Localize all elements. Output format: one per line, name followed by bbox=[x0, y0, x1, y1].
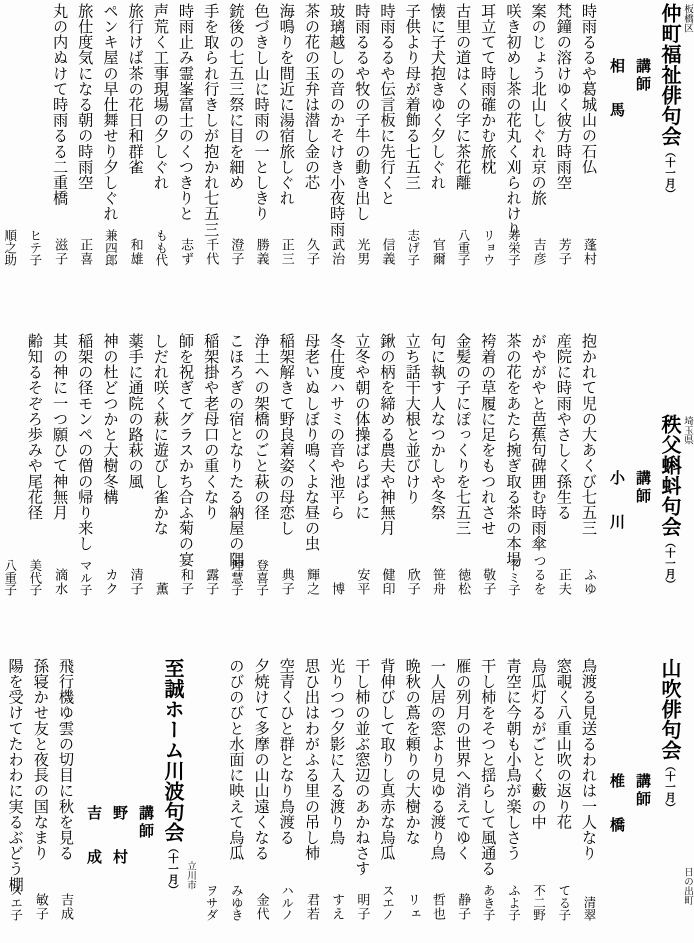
haiku-author: 正三 bbox=[278, 238, 294, 266]
section-month-text: （十一月） bbox=[664, 760, 676, 813]
haiku-text: 旅行けば茶の花日和群雀 bbox=[126, 3, 145, 175]
haiku-author: 静子 bbox=[455, 893, 471, 921]
haiku-text: 時雨るるや伝言板に先行くと bbox=[378, 3, 397, 206]
haiku-text: のびのびと水面に映えて烏瓜 bbox=[227, 658, 246, 861]
haiku-author: 金代 bbox=[253, 893, 269, 921]
haiku-entry bbox=[298, 655, 323, 943]
haiku-text: 銃後の七五三祭に目を細め bbox=[227, 3, 246, 191]
haiku-author: 志げ子 bbox=[405, 228, 421, 266]
haiku-text: 時雨るるや葛城山の石仏 bbox=[580, 3, 598, 175]
haiku-entry bbox=[373, 655, 398, 943]
haiku-text: 干し柿をそつと揺らして風通る bbox=[479, 658, 498, 877]
haiku-author: 光男 bbox=[354, 238, 370, 266]
haiku-entry bbox=[474, 655, 499, 943]
haiku-text: 旅仕度気になる朝の時雨空 bbox=[76, 3, 95, 191]
haiku-text: 海鳴りを間近に湯宿旅しぐれ bbox=[277, 3, 296, 206]
haiku-text: 母老いぬしぼり鳴くよな昼の虫 bbox=[302, 333, 321, 552]
lecturer-label: 講師 bbox=[137, 805, 155, 841]
haiku-text: 背伸びして取りし真赤な烏瓜 bbox=[378, 658, 397, 861]
haiku-entry bbox=[399, 0, 424, 330]
haiku-text: 師を祝ぎてグラスかち合ふ菊の宴 bbox=[177, 333, 195, 567]
section-title bbox=[650, 658, 680, 813]
haiku-author: 清翠 bbox=[582, 896, 597, 921]
haiku-text: 時雨るるや牧の子牛の動き出し bbox=[353, 3, 372, 222]
haiku-entry bbox=[121, 0, 146, 330]
haiku-author: 輝之 bbox=[303, 568, 319, 596]
haiku-author: 官爾 bbox=[429, 238, 445, 266]
haiku-author: 敬子 bbox=[480, 568, 496, 596]
region-label: 埼玉県 bbox=[682, 416, 693, 445]
haiku-author: 吉彦 bbox=[530, 238, 546, 266]
haiku-entry bbox=[348, 0, 373, 330]
haiku-entry bbox=[273, 0, 298, 330]
section-title-text: 山吹俳句会 bbox=[658, 658, 682, 761]
haiku-entry bbox=[449, 655, 474, 943]
haiku-entry bbox=[575, 0, 600, 330]
haiku-text: 袴着の草履に足をもつれさせ bbox=[479, 333, 498, 536]
haiku-entry bbox=[499, 0, 524, 330]
section-title-text: 至誠ホーム川波句会 bbox=[161, 658, 185, 843]
haiku-text: 晩秋の蔦を頼りの大樹かな bbox=[403, 658, 422, 846]
haiku-author: 薫 bbox=[152, 582, 168, 596]
haiku-entry bbox=[222, 655, 247, 943]
haiku-entry bbox=[147, 330, 172, 655]
haiku-text: 齢知るそぞろ歩みや尾花径 bbox=[25, 333, 44, 521]
haiku-entry bbox=[121, 330, 146, 655]
haiku-entry bbox=[273, 655, 298, 943]
haiku-entry bbox=[449, 330, 474, 655]
haiku-author: ヒテ子 bbox=[27, 228, 43, 266]
haiku-entry bbox=[348, 655, 373, 943]
haiku-author: 芳子 bbox=[555, 238, 571, 266]
haiku-author: 八重子 bbox=[2, 558, 18, 596]
haiku-text: 抱かれて児の大あくび七五三 bbox=[580, 333, 598, 536]
haiku-author: 登喜子 bbox=[254, 558, 270, 596]
haiku-entry bbox=[46, 0, 71, 330]
haiku-author: ふゆ bbox=[581, 568, 596, 596]
haiku-entry bbox=[348, 330, 373, 655]
lecturer-name-2: 吉 成 bbox=[85, 805, 103, 871]
lecturer-label: 講師 bbox=[634, 773, 652, 809]
section-nakacho-fukushi bbox=[0, 0, 694, 330]
haiku-text: しだれ咲く萩に遊びし雀かな bbox=[151, 333, 170, 536]
haiku-author: 明子 bbox=[354, 893, 370, 921]
haiku-author: 千代 bbox=[203, 238, 219, 266]
haiku-text: 鍬の柄を締める農夫や神無月 bbox=[378, 333, 397, 536]
haiku-text: 薬手に通院の路萩の風 bbox=[126, 333, 145, 489]
haiku-author: スエ子 bbox=[8, 883, 24, 921]
haiku-entry bbox=[373, 0, 398, 330]
haiku-text: 稲架の径モンペの僧の帰り来し bbox=[76, 333, 95, 552]
haiku-text: 光りつつ夕影に入る渡り鳥 bbox=[328, 658, 347, 846]
haiku-author: トミ子 bbox=[506, 558, 522, 596]
haiku-author: 正喜 bbox=[77, 238, 93, 266]
haiku-text: 茶の花をあたら捥ぎ取る茶の本場 bbox=[504, 333, 523, 567]
haiku-text: 烏瓜灯るがごとく藪の中 bbox=[529, 658, 548, 830]
haiku-author: 美代子 bbox=[27, 558, 43, 596]
haiku-author: 滋子 bbox=[52, 238, 68, 266]
lecturer-label: 講師 bbox=[634, 470, 652, 506]
section-title bbox=[650, 414, 680, 590]
haiku-text: 立冬や朝の体操ばらばらに bbox=[353, 333, 372, 521]
haiku-author: 八重子 bbox=[456, 228, 472, 266]
haiku-entry bbox=[449, 0, 474, 330]
section-month-text: （十一月） bbox=[664, 537, 676, 590]
haiku-text: 梵鐘の溶けゆく彼方時雨空 bbox=[554, 3, 573, 191]
haiku-text: 一人居の窓より見ゆる渡り鳥 bbox=[428, 658, 447, 861]
haiku-entry bbox=[424, 655, 449, 943]
haiku-author: 寿栄子 bbox=[506, 228, 522, 266]
haiku-author: 兼四郎 bbox=[103, 228, 119, 266]
haiku-entry bbox=[247, 330, 272, 655]
haiku-author: 和子 bbox=[178, 568, 193, 596]
haiku-entry bbox=[298, 330, 323, 655]
haiku-text: 子供より母が着飾る七五三 bbox=[403, 3, 422, 191]
haiku-text: 干し柿の並ぶ窓辺のあかねさす bbox=[353, 658, 372, 877]
haiku-text: 空青くひと群となり鳥渡る bbox=[277, 658, 296, 846]
haiku-author: 正夫 bbox=[555, 568, 571, 596]
haiku-author: ふよ子 bbox=[506, 883, 522, 921]
haiku-text: 案のじょう北山しぐれ京の旅 bbox=[529, 3, 548, 206]
section-row-yamabuki-shisei bbox=[0, 655, 694, 943]
haiku-text: 古里の道はくの字に茶花離 bbox=[454, 3, 473, 191]
haiku-author: リョウ bbox=[481, 228, 497, 266]
haiku-entry bbox=[575, 655, 600, 943]
haiku-author: すえ bbox=[329, 893, 345, 921]
haiku-entry bbox=[46, 330, 71, 655]
section-chichibu-kato bbox=[0, 330, 694, 655]
haiku-author: 不二野 bbox=[531, 883, 547, 921]
haiku-text: 稲架掛や老母口の重くなり bbox=[202, 333, 221, 521]
haiku-text: 玻璃越しの音のかそけき小夜時雨 bbox=[328, 3, 347, 237]
haiku-text: 鳥渡る見送るわれは一人なり bbox=[580, 658, 598, 861]
haiku-text: 神の杜どつかと大樹冬構 bbox=[101, 333, 120, 505]
haiku-entry bbox=[499, 330, 524, 655]
haiku-author: 安平 bbox=[354, 568, 370, 596]
haiku-author: 典子 bbox=[278, 568, 294, 596]
haiku-entry bbox=[499, 655, 524, 943]
section-title bbox=[153, 658, 183, 895]
haiku-entry bbox=[197, 655, 222, 943]
haiku-text: 思ひ出はわがふる里の吊し柿 bbox=[302, 658, 321, 861]
haiku-author: 滴水 bbox=[52, 568, 68, 596]
haiku-text: 手を取られ行きしが抱かれ七五三 bbox=[202, 3, 221, 237]
haiku-entry bbox=[0, 655, 1, 943]
haiku-author: 和雄 bbox=[127, 238, 143, 266]
haiku-author: 志ず bbox=[178, 238, 193, 266]
haiku-entry bbox=[323, 655, 348, 943]
haiku-author: 清子 bbox=[127, 568, 143, 596]
haiku-text: がやがやと芭蕉句碑囲む時雨傘 bbox=[529, 333, 548, 552]
haiku-text: 雁の列月の世界へ消えてゆく bbox=[454, 658, 473, 861]
haiku-entry bbox=[96, 0, 121, 330]
haiku-entry bbox=[474, 330, 499, 655]
haiku-author: 徳松 bbox=[455, 568, 471, 596]
haiku-author: カク bbox=[102, 568, 118, 596]
haiku-author: 蓬村 bbox=[581, 238, 596, 266]
haiku-entry bbox=[247, 0, 272, 330]
haiku-entry bbox=[1, 655, 26, 943]
haiku-author: 久子 bbox=[303, 238, 319, 266]
haiku-entry bbox=[0, 0, 21, 330]
haiku-entry bbox=[550, 330, 575, 655]
haiku-author: 健印 bbox=[379, 568, 395, 596]
section-title bbox=[650, 3, 680, 199]
haiku-entry bbox=[222, 330, 247, 655]
haiku-author: 吉成 bbox=[58, 893, 73, 921]
haiku-entry bbox=[474, 0, 499, 330]
region-label: 板橋区 bbox=[682, 4, 693, 33]
haiku-text: 時雨止み霊峯富士のくつきりと bbox=[177, 3, 195, 222]
haiku-author: リェ bbox=[404, 893, 420, 921]
haiku-entry bbox=[399, 655, 424, 943]
haiku-author: マル子 bbox=[78, 558, 94, 596]
haiku-author: 君若 bbox=[303, 893, 319, 921]
haiku-entry bbox=[550, 0, 575, 330]
haiku-entry bbox=[424, 0, 449, 330]
haiku-text: 浄土への架橋のごと萩の径 bbox=[252, 333, 271, 521]
haiku-author: 博 bbox=[329, 582, 345, 596]
section-month-text: （十一月） bbox=[167, 842, 179, 895]
haiku-entry bbox=[298, 0, 323, 330]
haiku-text: 咲き初めし茶の花丸く刈られけり bbox=[504, 3, 523, 237]
haiku-text: 夕焼けて多摩の山山遠くなる bbox=[252, 658, 271, 861]
haiku-entry bbox=[71, 0, 96, 330]
haiku-text: 陽を受けてたわわに実るぶどう棚 bbox=[6, 658, 25, 892]
haiku-entry bbox=[524, 330, 549, 655]
haiku-author: 信義 bbox=[379, 238, 395, 266]
region-label: 立川市 bbox=[185, 861, 196, 890]
haiku-entry bbox=[399, 330, 424, 655]
haiku-text: 茶の花の玉弁は潜し金の芯 bbox=[302, 3, 321, 191]
haiku-entry bbox=[373, 330, 398, 655]
haiku-text: 色づきし山に時雨の一としきり bbox=[252, 3, 271, 222]
haiku-author: 順之助 bbox=[2, 228, 18, 266]
haiku-text: 金髪の子にぽっくりを七五三 bbox=[454, 333, 473, 536]
haiku-author: みゆき bbox=[229, 883, 245, 921]
haiku-text: 声荒く工事現場の夕しぐれ bbox=[151, 3, 170, 191]
haiku-text: 孫寝かせ友と夜長の国なまり bbox=[31, 658, 50, 861]
haiku-text: 産院に時雨やさしく孫生る bbox=[554, 333, 573, 521]
haiku-entry bbox=[323, 330, 348, 655]
haiku-entry bbox=[27, 655, 52, 943]
haiku-entry bbox=[323, 0, 348, 330]
haiku-entry bbox=[197, 330, 222, 655]
lecturer-name: 椎 橋 bbox=[608, 773, 626, 839]
haiku-author: 勝義 bbox=[253, 238, 269, 266]
lecturer-name: 野 村 bbox=[111, 805, 129, 871]
haiku-entry bbox=[0, 330, 21, 655]
section-title-text: 仲町福祉俳句会 bbox=[658, 3, 682, 147]
haiku-text: 青空に今朝も小鳥が楽しさう bbox=[504, 658, 523, 861]
haiku-author: スエノ bbox=[380, 883, 396, 921]
haiku-text: ペンキ屋の早仕舞せり夕しぐれ bbox=[101, 3, 120, 222]
haiku-text: 稲架解きて野良着姿の母恋し bbox=[277, 333, 296, 536]
lecturer-name: 小 川 bbox=[608, 470, 626, 536]
haiku-entry bbox=[222, 0, 247, 330]
haiku-author: 理慧子 bbox=[229, 558, 245, 596]
haiku-author: ハルノ bbox=[279, 883, 295, 921]
haiku-text: 句に執す人なつかしや冬祭 bbox=[428, 333, 447, 521]
haiku-author: 敏子 bbox=[32, 893, 48, 921]
haiku-entry bbox=[172, 0, 197, 330]
haiku-author: てる子 bbox=[556, 883, 572, 921]
lecturer-name: 相 馬 bbox=[608, 58, 626, 124]
haiku-text: こほろぎの宿となりたる納屋の隅 bbox=[227, 333, 246, 567]
haiku-entry bbox=[21, 330, 46, 655]
haiku-entry bbox=[524, 655, 549, 943]
haiku-text: 飛行機ゆ雲の切目に秋を見る bbox=[57, 658, 75, 861]
haiku-entry bbox=[172, 330, 197, 655]
haiku-entry bbox=[96, 330, 121, 655]
haiku-author: あき子 bbox=[481, 883, 497, 921]
haiku-entry bbox=[524, 0, 549, 330]
haiku-text: 立ち話干大根と並びけり bbox=[403, 333, 422, 505]
haiku-author: 欣子 bbox=[404, 568, 420, 596]
section-month-text: （十一月） bbox=[664, 146, 676, 199]
haiku-author: もも代 bbox=[153, 228, 169, 266]
haiku-entry bbox=[71, 330, 96, 655]
haiku-entry bbox=[247, 655, 272, 943]
haiku-entry bbox=[550, 655, 575, 943]
haiku-entry bbox=[52, 655, 77, 943]
lecturer-label: 講師 bbox=[634, 58, 652, 94]
haiku-text: 耳立てて時雨確かむ旅枕 bbox=[479, 3, 498, 175]
haiku-entry bbox=[21, 0, 46, 330]
haiku-author: 澄子 bbox=[228, 238, 244, 266]
haiku-text: 冬仕度ハサミの音や池平ら bbox=[328, 333, 347, 521]
haiku-entry bbox=[575, 330, 600, 655]
haiku-entry bbox=[197, 0, 222, 330]
haiku-text: 窓覗く八重山吹の返り花 bbox=[554, 658, 573, 830]
haiku-text: 丸の内ぬけて時雨るる二重橋 bbox=[51, 3, 70, 206]
haiku-entry bbox=[424, 330, 449, 655]
haiku-author: 武治 bbox=[329, 238, 345, 266]
haiku-author: 露子 bbox=[203, 568, 219, 596]
haiku-text: 懐に子犬抱きゆく夕しぐれ bbox=[428, 3, 447, 191]
region-label: 日の出町 bbox=[682, 867, 693, 905]
haiku-author: 哲也 bbox=[429, 893, 445, 921]
haiku-author: ヲサダ bbox=[204, 883, 220, 921]
haiku-author: つるを bbox=[530, 554, 546, 596]
haiku-text: 其の神に一つ願ひて神無月 bbox=[51, 333, 70, 521]
haiku-entry bbox=[273, 330, 298, 655]
section-title-text: 秩父蝌蚪句会 bbox=[658, 414, 682, 537]
haiku-author: 笹舟 bbox=[429, 568, 445, 596]
haiku-entry bbox=[147, 0, 172, 330]
